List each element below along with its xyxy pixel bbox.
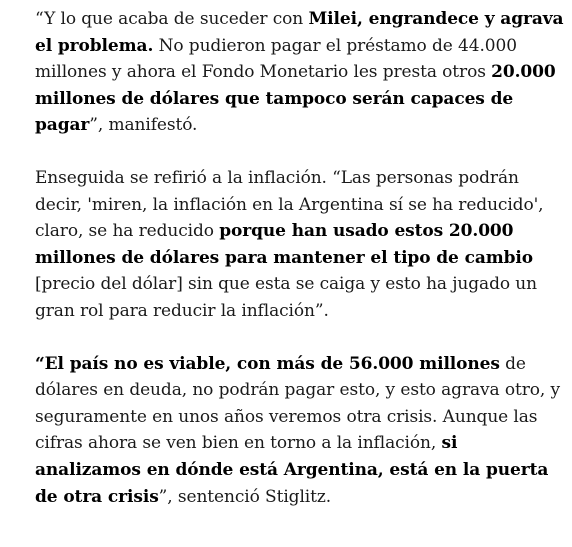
bold-segment: si analizamos en dónde está Argentina, está en la puerta de otra crisis <box>35 433 549 507</box>
bold-segment: 20.000 millones de dólares que tampoco serán capaces de pagar <box>35 62 556 136</box>
paragraph-2 <box>35 165 565 325</box>
paragraph-1 <box>35 6 565 139</box>
text-segment: [precio del dólar] sin que esta se caiga y esto ha jugado un gran rol para reducir la inflación”. <box>35 274 538 321</box>
bold-segment: porque han usado estos 20.000 millones de dólares para mantener el tipo de cambio <box>35 221 534 268</box>
bold-segment: “El país no es viable, con más de 56.000 millones <box>35 353 500 374</box>
text-segment: ”, manifestó. <box>89 115 198 136</box>
paragraph-3 <box>35 351 565 511</box>
bold-segment: Milei, engrandece y agrava el problema. <box>35 9 564 56</box>
text-segment: ”, sentenció Stiglitz. <box>158 486 332 507</box>
text-segment: “Y lo que acaba de suceder con <box>35 9 309 29</box>
text-segment: de dólares en deuda, no podrán pagar esto, y esto agrava otro, y seguramente en unos años veremos otra crisis. Aunque las cifras ahora se ven bien en torno a la inflación, <box>35 353 560 454</box>
article-body <box>35 6 565 536</box>
text-segment: No pudieron pagar el préstamo de 44.000 millones y ahora el Fondo Monetario les presta otros <box>35 35 517 83</box>
text-segment: Enseguida se refirió a la inflación. “Las personas podrán decir, 'miren, la inflación en la Argentina sí se ha reducido', claro, se ha reducido <box>35 167 544 242</box>
